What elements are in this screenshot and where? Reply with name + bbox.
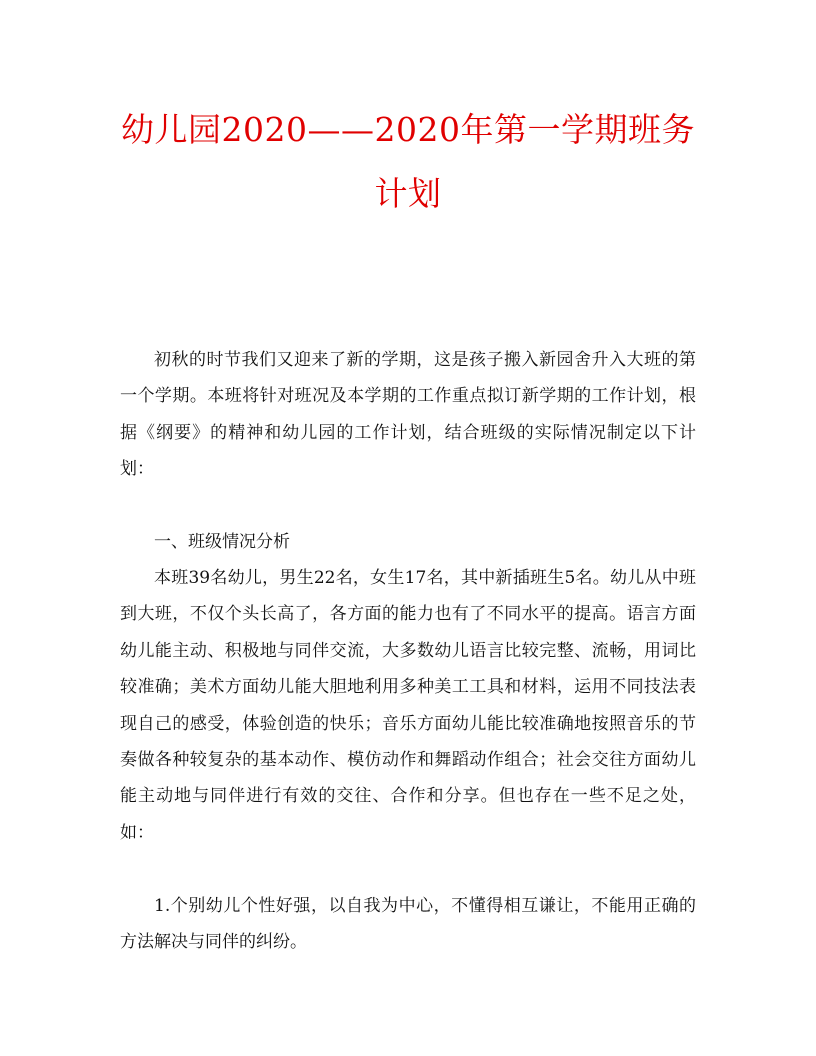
section-heading-block [120,524,696,560]
document-title-line-1: 幼儿园2020——2020年第一学期班务 [121,110,695,149]
class-analysis-paragraph: 本班39名幼儿，男生22名，女生17名，其中新插班生5名。幼儿从中班到大班，不仅个头长高了，各方面的能力也有了不同水平的提高。语言方面幼儿能主动、积极地与同伴交流，大多数幼儿语言比较完整、流畅，用词比较准确；美术方面幼儿能大胆地利用多种美工工具和材料，运用不同技法表现自己的感受，体验创造的快乐；音乐方面幼儿能比较准确地按照音乐的节奏做各种较复杂的基本动作、模仿动作和舞蹈动作组合；社会交往方面幼儿能主动地与同伴进行有效的交往、合作和分享。但也存在一些不足之处，如： [120,568,696,843]
intro-paragraph: 初秋的时节我们又迎来了新的学期，这是孩子搬入新园舍升入大班的第一个学期。本班将针对班况及本学期的工作重点拟订新学期的工作计划，根据《纲要》的精神和幼儿园的工作计划，结合班级的实际情况制定以下计划： [120,350,696,480]
intro-paragraph-block [120,342,696,488]
section1-heading: 一、班级情况分析 [154,532,290,552]
point1-paragraph: 1.个别幼儿个性好强，以自我为中心，不懂得相互谦让，不能用正确的方法解决与同伴的纠纷。 [120,896,696,953]
class-analysis-block [120,560,696,851]
point1-block [120,888,696,961]
document-title-line-2: 计划 [374,174,442,213]
